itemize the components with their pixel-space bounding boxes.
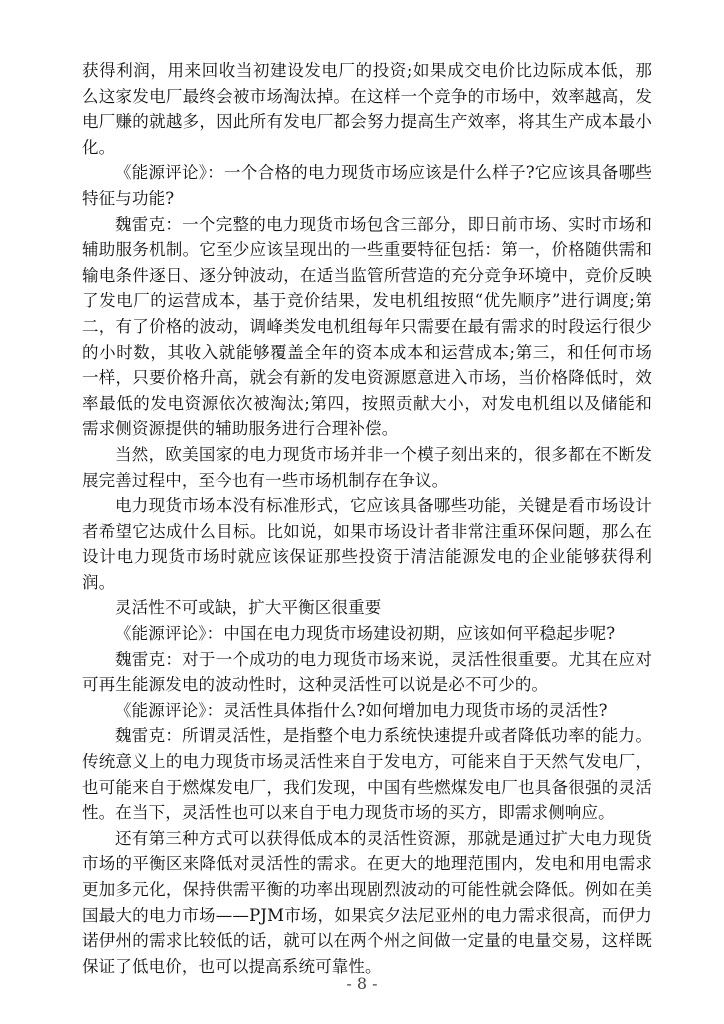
paragraph-note: 当然，欧美国家的电力现货市场并非一个模子刻出来的，很多都在不断发展完善过程中，至今也有一些市场机制存在争议。 (82, 444, 652, 490)
page-number: - 8 - (346, 974, 378, 993)
document-body (82, 58, 652, 979)
paragraph-question-2: 《能源评论》：中国在电力现货市场建设初期，应该如何平稳起步呢? (115, 624, 616, 644)
section-heading: 灵活性不可或缺，扩大平衡区很重要 (115, 598, 382, 618)
paragraph-third-way: 还有第三种方式可以获得低成本的灵活性资源，那就是通过扩大电力现货市场的平衡区来降低对灵活性的需求。在更大的地理范围内，发电和用电需求更加多元化，保持供需平衡的功率出现剧烈波动的可能性就会降低。例如在美国最大的电力市场——PJM市场，如果宾夕法尼亚州的电力需求很高，而伊力诺伊州的需求比较低的话，就可以在两个州之间做一定量的电量交易，这样既保证了低电价，也可以提高系统可靠性。 (82, 828, 652, 976)
paragraph-continuation: 获得利润，用来回收当初建设发电厂的投资;如果成交电价比边际成本低，那么这家发电厂最终会被市场淘汰掉。在这样一个竞争的市场中，效率越高，发电厂赚的就越多，因此所有发电厂都会努力提高生产效率，将其生产成本最小化。 (82, 61, 652, 157)
paragraph-question-3: 《能源评论》：灵活性具体指什么?如何增加电力现货市场的灵活性? (115, 700, 608, 720)
paragraph-answer-3: 魏雷克：所谓灵活性，是指整个电力系统快速提升或者降低功率的能力。传统意义上的电力现货市场灵活性来自于发电方，可能来自于天然气发电厂，也可能来自于燃煤发电厂，我们发现，中国有些燃煤发电厂也具备很强的灵活性。在当下，灵活性也可以来自于电力现货市场的买方，即需求侧响应。 (82, 726, 652, 823)
paragraph-answer-1: 魏雷克：一个完整的电力现货市场包含三部分，即日前市场、实时市场和辅助服务机制。它至少应该呈现出的一些重要特征包括：第一，价格随供需和输电条件逐日、逐分钟波动，在适当监管所营造的充分竞争环境中，竞价反映了发电厂的运营成本，基于竞价结果，发电机组按照“优先顺序”进行调度;第二，有了价格的波动，调峰类发电机组每年只需要在最有需求的时段运行很少的小时数，其收入就能够覆盖全年的资本成本和运营成本;第三，和任何市场一样，只要价格升高，就会有新的发电资源愿意进入市场，当价格降低时，效率最低的发电资源依次被淘汰;第四，按照贡献大小，对发电机组以及储能和需求侧资源提供的辅助服务进行合理补偿。 (82, 214, 652, 439)
paragraph-answer-2: 魏雷克：对于一个成功的电力现货市场来说，灵活性很重要。尤其在应对可再生能源发电的波动性时，这种灵活性可以说是必不可少的。 (82, 649, 652, 695)
paragraph-design: 电力现货市场本没有标准形式，它应该具备哪些功能，关键是看市场设计者希望它达成什么目标。比如说，如果市场设计者非常注重环保问题，那么在设计电力现货市场时就应该保证那些投资于清洁能源发电的企业能够获得利润。 (82, 496, 652, 592)
paragraph-question-1: 《能源评论》：一个合格的电力现货市场应该是什么样子?它应该具备哪些特征与功能? (82, 163, 652, 208)
